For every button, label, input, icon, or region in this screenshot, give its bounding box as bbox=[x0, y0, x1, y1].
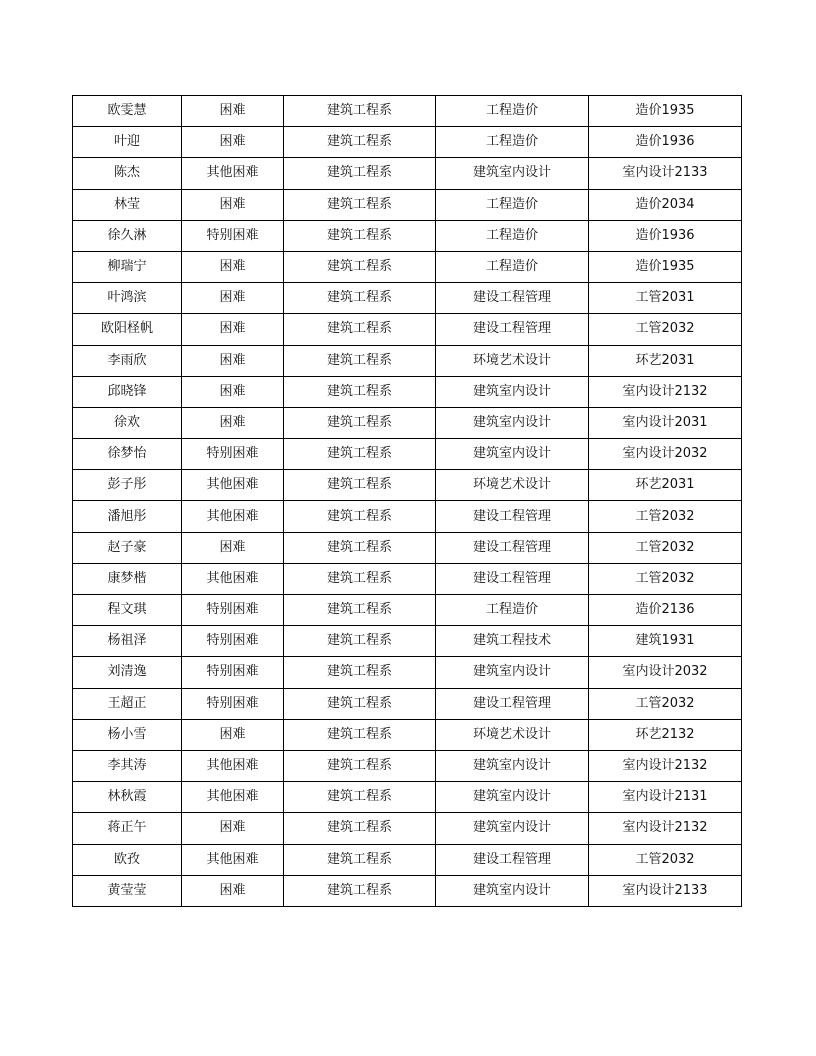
name-cell: 程文琪 bbox=[73, 595, 182, 626]
class-cell: 工管2032 bbox=[589, 688, 742, 719]
table-row bbox=[73, 657, 742, 688]
department-cell: 建筑工程系 bbox=[284, 127, 436, 158]
major-cell: 建设工程管理 bbox=[436, 501, 589, 532]
difficulty-level-cell: 其他困难 bbox=[182, 158, 284, 189]
class-cell: 工管2032 bbox=[589, 563, 742, 594]
table-row bbox=[73, 563, 742, 594]
table-row bbox=[73, 376, 742, 407]
difficulty-level-cell: 特别困难 bbox=[182, 626, 284, 657]
difficulty-level-cell: 其他困难 bbox=[182, 844, 284, 875]
table-row bbox=[73, 782, 742, 813]
major-cell: 建筑室内设计 bbox=[436, 750, 589, 781]
difficulty-level-cell: 特别困难 bbox=[182, 439, 284, 470]
major-cell: 环境艺术设计 bbox=[436, 470, 589, 501]
name-cell: 刘清逸 bbox=[73, 657, 182, 688]
major-cell: 建筑室内设计 bbox=[436, 158, 589, 189]
table-row bbox=[73, 844, 742, 875]
class-cell: 室内设计2132 bbox=[589, 813, 742, 844]
class-cell: 工管2032 bbox=[589, 844, 742, 875]
difficulty-level-cell: 其他困难 bbox=[182, 563, 284, 594]
table-row bbox=[73, 345, 742, 376]
table-row bbox=[73, 314, 742, 345]
difficulty-level-cell: 困难 bbox=[182, 314, 284, 345]
major-cell: 建设工程管理 bbox=[436, 283, 589, 314]
table-row bbox=[73, 719, 742, 750]
department-cell: 建筑工程系 bbox=[284, 251, 436, 282]
class-cell: 室内设计2132 bbox=[589, 376, 742, 407]
difficulty-level-cell: 特别困难 bbox=[182, 595, 284, 626]
difficulty-level-cell: 其他困难 bbox=[182, 470, 284, 501]
major-cell: 工程造价 bbox=[436, 251, 589, 282]
class-cell: 建筑1931 bbox=[589, 626, 742, 657]
name-cell: 王超正 bbox=[73, 688, 182, 719]
difficulty-level-cell: 困难 bbox=[182, 189, 284, 220]
class-cell: 造价1935 bbox=[589, 96, 742, 127]
difficulty-level-cell: 困难 bbox=[182, 813, 284, 844]
major-cell: 建设工程管理 bbox=[436, 563, 589, 594]
department-cell: 建筑工程系 bbox=[284, 657, 436, 688]
name-cell: 欧雯慧 bbox=[73, 96, 182, 127]
class-cell: 造价1935 bbox=[589, 251, 742, 282]
major-cell: 环境艺术设计 bbox=[436, 719, 589, 750]
name-cell: 柳瑞宁 bbox=[73, 251, 182, 282]
major-cell: 工程造价 bbox=[436, 96, 589, 127]
name-cell: 彭子彤 bbox=[73, 470, 182, 501]
department-cell: 建筑工程系 bbox=[284, 407, 436, 438]
table-row bbox=[73, 532, 742, 563]
name-cell: 蒋正午 bbox=[73, 813, 182, 844]
department-cell: 建筑工程系 bbox=[284, 345, 436, 376]
difficulty-level-cell: 困难 bbox=[182, 532, 284, 563]
major-cell: 建筑室内设计 bbox=[436, 407, 589, 438]
difficulty-level-cell: 困难 bbox=[182, 283, 284, 314]
table-row bbox=[73, 813, 742, 844]
class-cell: 造价2034 bbox=[589, 189, 742, 220]
table-row bbox=[73, 595, 742, 626]
name-cell: 徐欢 bbox=[73, 407, 182, 438]
table-row bbox=[73, 220, 742, 251]
table-row bbox=[73, 750, 742, 781]
department-cell: 建筑工程系 bbox=[284, 220, 436, 251]
major-cell: 工程造价 bbox=[436, 220, 589, 251]
department-cell: 建筑工程系 bbox=[284, 96, 436, 127]
major-cell: 建设工程管理 bbox=[436, 688, 589, 719]
department-cell: 建筑工程系 bbox=[284, 376, 436, 407]
major-cell: 建筑室内设计 bbox=[436, 376, 589, 407]
class-cell: 造价2136 bbox=[589, 595, 742, 626]
class-cell: 工管2032 bbox=[589, 532, 742, 563]
major-cell: 建设工程管理 bbox=[436, 532, 589, 563]
department-cell: 建筑工程系 bbox=[284, 719, 436, 750]
class-cell: 造价1936 bbox=[589, 220, 742, 251]
class-cell: 工管2032 bbox=[589, 501, 742, 532]
table-row bbox=[73, 251, 742, 282]
table-row bbox=[73, 283, 742, 314]
difficulty-level-cell: 困难 bbox=[182, 251, 284, 282]
department-cell: 建筑工程系 bbox=[284, 189, 436, 220]
major-cell: 建筑室内设计 bbox=[436, 439, 589, 470]
difficulty-level-cell: 特别困难 bbox=[182, 220, 284, 251]
class-cell: 室内设计2132 bbox=[589, 750, 742, 781]
table-row bbox=[73, 189, 742, 220]
department-cell: 建筑工程系 bbox=[284, 470, 436, 501]
name-cell: 叶鸿滨 bbox=[73, 283, 182, 314]
department-cell: 建筑工程系 bbox=[284, 782, 436, 813]
class-cell: 环艺2031 bbox=[589, 470, 742, 501]
difficulty-level-cell: 其他困难 bbox=[182, 782, 284, 813]
class-cell: 室内设计2032 bbox=[589, 439, 742, 470]
table-row bbox=[73, 407, 742, 438]
name-cell: 林秋霞 bbox=[73, 782, 182, 813]
difficulty-level-cell: 困难 bbox=[182, 96, 284, 127]
name-cell: 杨祖泽 bbox=[73, 626, 182, 657]
class-cell: 工管2032 bbox=[589, 314, 742, 345]
department-cell: 建筑工程系 bbox=[284, 844, 436, 875]
department-cell: 建筑工程系 bbox=[284, 595, 436, 626]
department-cell: 建筑工程系 bbox=[284, 563, 436, 594]
table-body bbox=[73, 96, 742, 907]
name-cell: 欧阳柽帆 bbox=[73, 314, 182, 345]
difficulty-level-cell: 困难 bbox=[182, 127, 284, 158]
table-row bbox=[73, 875, 742, 906]
name-cell: 徐久淋 bbox=[73, 220, 182, 251]
class-cell: 造价1936 bbox=[589, 127, 742, 158]
name-cell: 黄莹莹 bbox=[73, 875, 182, 906]
difficulty-level-cell: 其他困难 bbox=[182, 750, 284, 781]
major-cell: 建筑工程技术 bbox=[436, 626, 589, 657]
difficulty-level-cell: 特别困难 bbox=[182, 688, 284, 719]
department-cell: 建筑工程系 bbox=[284, 875, 436, 906]
major-cell: 建筑室内设计 bbox=[436, 782, 589, 813]
major-cell: 工程造价 bbox=[436, 595, 589, 626]
department-cell: 建筑工程系 bbox=[284, 283, 436, 314]
student-table bbox=[72, 95, 742, 907]
class-cell: 工管2031 bbox=[589, 283, 742, 314]
major-cell: 建筑室内设计 bbox=[436, 657, 589, 688]
difficulty-level-cell: 特别困难 bbox=[182, 657, 284, 688]
name-cell: 徐梦怡 bbox=[73, 439, 182, 470]
table-row bbox=[73, 96, 742, 127]
department-cell: 建筑工程系 bbox=[284, 501, 436, 532]
department-cell: 建筑工程系 bbox=[284, 439, 436, 470]
name-cell: 李其涛 bbox=[73, 750, 182, 781]
table-row bbox=[73, 439, 742, 470]
table-row bbox=[73, 470, 742, 501]
name-cell: 赵子豪 bbox=[73, 532, 182, 563]
difficulty-level-cell: 困难 bbox=[182, 407, 284, 438]
difficulty-level-cell: 困难 bbox=[182, 719, 284, 750]
major-cell: 建设工程管理 bbox=[436, 314, 589, 345]
class-cell: 室内设计2131 bbox=[589, 782, 742, 813]
department-cell: 建筑工程系 bbox=[284, 626, 436, 657]
difficulty-level-cell: 困难 bbox=[182, 875, 284, 906]
name-cell: 康梦楷 bbox=[73, 563, 182, 594]
major-cell: 工程造价 bbox=[436, 127, 589, 158]
name-cell: 杨小雪 bbox=[73, 719, 182, 750]
department-cell: 建筑工程系 bbox=[284, 750, 436, 781]
table-row bbox=[73, 127, 742, 158]
department-cell: 建筑工程系 bbox=[284, 158, 436, 189]
class-cell: 室内设计2133 bbox=[589, 158, 742, 189]
name-cell: 李雨欣 bbox=[73, 345, 182, 376]
department-cell: 建筑工程系 bbox=[284, 813, 436, 844]
difficulty-level-cell: 困难 bbox=[182, 376, 284, 407]
class-cell: 环艺2031 bbox=[589, 345, 742, 376]
major-cell: 建设工程管理 bbox=[436, 844, 589, 875]
major-cell: 环境艺术设计 bbox=[436, 345, 589, 376]
table-row bbox=[73, 626, 742, 657]
class-cell: 环艺2132 bbox=[589, 719, 742, 750]
class-cell: 室内设计2032 bbox=[589, 657, 742, 688]
table-row bbox=[73, 688, 742, 719]
department-cell: 建筑工程系 bbox=[284, 688, 436, 719]
major-cell: 工程造价 bbox=[436, 189, 589, 220]
department-cell: 建筑工程系 bbox=[284, 532, 436, 563]
major-cell: 建筑室内设计 bbox=[436, 875, 589, 906]
major-cell: 建筑室内设计 bbox=[436, 813, 589, 844]
class-cell: 室内设计2133 bbox=[589, 875, 742, 906]
difficulty-level-cell: 其他困难 bbox=[182, 501, 284, 532]
name-cell: 潘旭彤 bbox=[73, 501, 182, 532]
table-row bbox=[73, 158, 742, 189]
name-cell: 欧孜 bbox=[73, 844, 182, 875]
name-cell: 邱晓锋 bbox=[73, 376, 182, 407]
department-cell: 建筑工程系 bbox=[284, 314, 436, 345]
name-cell: 叶迎 bbox=[73, 127, 182, 158]
table-row bbox=[73, 501, 742, 532]
difficulty-level-cell: 困难 bbox=[182, 345, 284, 376]
name-cell: 陈杰 bbox=[73, 158, 182, 189]
class-cell: 室内设计2031 bbox=[589, 407, 742, 438]
name-cell: 林莹 bbox=[73, 189, 182, 220]
